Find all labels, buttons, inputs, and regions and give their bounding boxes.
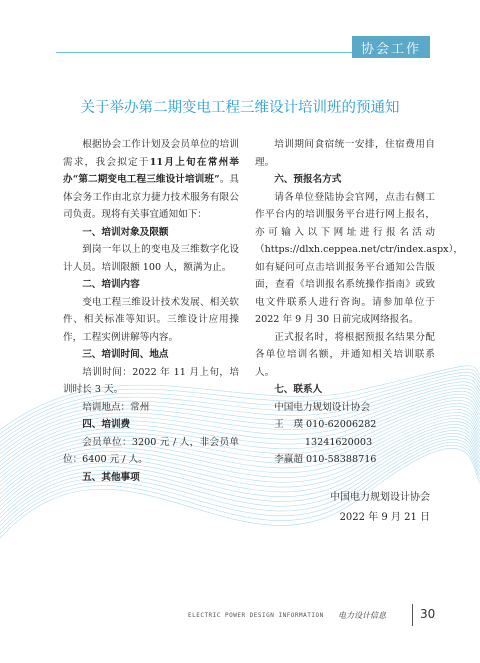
- heading-5: 五、其他事项: [82, 471, 140, 483]
- contact-1-mobile: 13241620003: [304, 436, 373, 448]
- paragraph-6: 请各单位登陆协会官网，点击右侧工作平台内的培训服务平台进行网上报名，亦可输入以下网址进行报名活动（https://dlxh.ceppea.net/ctr/index.aspx），如有疑问可点击培训报务平台通知公告版面，查看《培训报名系统操作指南》或致电文件联系人进行咨询。请参加单位于 2022 年 9 月 30 日前完成网络报名。: [255, 191, 463, 325]
- intro-paragraph: [63, 136, 239, 224]
- heading-3: 三、培训时间、地点: [82, 349, 169, 360]
- contact-1: 王 璞 010-62006282: [274, 419, 377, 430]
- paragraph-2: 变电工程三维设计技术发展、相关软件、相关标准等知识。三维设计应用操作，工程实例讲解等内容。: [63, 296, 239, 343]
- intro-text: 根据协会工作计划及会员单位的培训需求，我会拟定于: [63, 139, 239, 168]
- paragraph-3: 培训时间：2022 年 11 月上旬，培训时长 3 天。: [63, 366, 239, 395]
- footer-divider: [412, 604, 413, 626]
- heading-6: 六、预报名方式: [274, 174, 342, 185]
- contact-2: 李赢超 010-58388716: [274, 454, 377, 465]
- page-number: 30: [420, 607, 436, 621]
- right-column: [255, 136, 463, 469]
- paragraph-3b: 培训地点：常州: [82, 401, 150, 413]
- heading-2: 二、培训内容: [82, 279, 140, 290]
- intro-bold-text: 11月上旬在常州举办“第二期变电工程三维设计培训班”: [63, 156, 239, 185]
- footer-english-title: ELECTRIC POWER DESIGN INFORMATION: [188, 612, 324, 619]
- paragraph-7: 正式报名时，将根据预报名结果分配各单位培训名额，并通知相关培训联系人。: [255, 331, 435, 378]
- paragraph-1: 到岗一年以上的变电及三维数字化设计人员。培训限额 100 人，额满为止。: [63, 244, 239, 273]
- page-title: 关于举办第二期变电工程三维设计培训班的预通知: [80, 100, 400, 116]
- paragraph-4: 会员单位：3200 元 / 人，非会员单位：6400 元 / 人。: [63, 436, 239, 465]
- intro-text-2: 。具体会务工作由北京力捷力技术服务有限公司负责。现将有关事宜通知如下：: [63, 174, 240, 220]
- heading-1: 一、培训对象及限额: [82, 226, 169, 238]
- section-tag: 协会工作: [352, 36, 430, 58]
- signature-block: [330, 488, 430, 528]
- signature-date: 2022 年 9 月 21 日: [339, 512, 430, 523]
- heading-7: 七、联系人: [274, 384, 323, 395]
- contact-org: 中国电力规划设计协会: [274, 401, 371, 413]
- left-column: [63, 136, 239, 486]
- heading-4: 四、培训费: [82, 419, 131, 430]
- signature-org: 中国电力规划设计协会: [330, 492, 430, 503]
- paragraph-5: 培训期间食宿统一安排，住宿费用自理。: [255, 139, 435, 168]
- footer-chinese-title: 电力设计信息: [338, 611, 386, 620]
